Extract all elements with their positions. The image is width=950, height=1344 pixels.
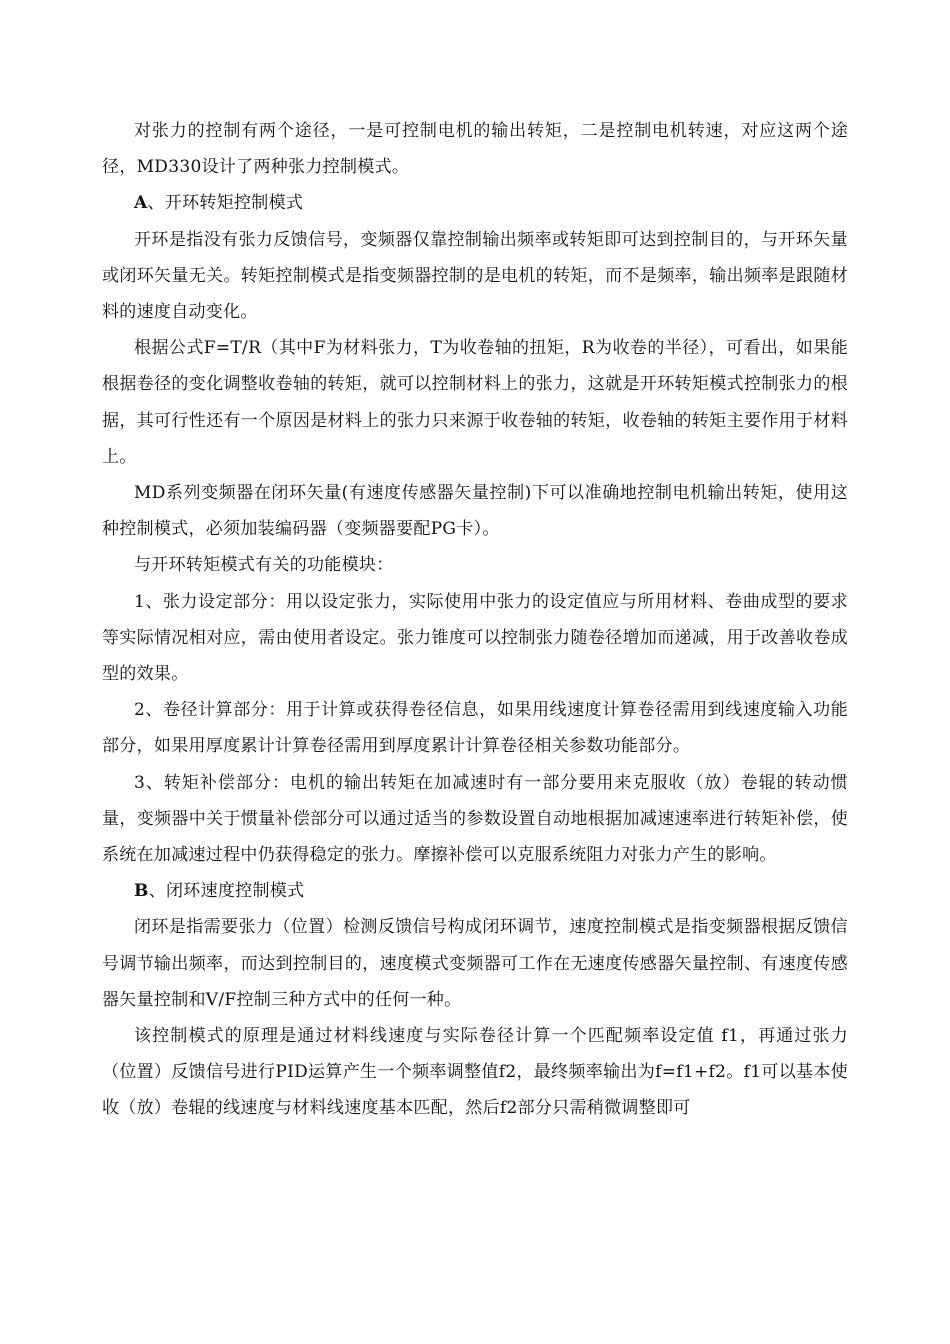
paragraph-md-series: MD系列变频器在闭环矢量(有速度传感器矢量控制)下可以准确地控制电机输出转矩，使用这种控制模式，必须加装编码器（变频器要配PG卡）。	[102, 483, 848, 540]
paragraph-open-loop-definition: 开环是指没有张力反馈信号，变频器仅靠控制输出频率或转矩即可达到控制目的，与开环矢量或闭环矢量无关。转矩控制模式是指变频器控制的是电机的转矩，而不是频率，输出频率是跟随材料的速度自动变化。	[102, 229, 848, 323]
section-heading-a-letter: A	[134, 193, 148, 214]
section-heading-b-letter: B	[134, 881, 149, 902]
section-heading-b-text: 、闭环速度控制模式	[148, 881, 305, 902]
paragraph-tension-setting: 1、张力设定部分：用以设定张力，实际使用中张力的设定值应与所用材料、卷曲成型的要求等实际情况相对应，需由使用者设定。张力锥度可以控制张力随卷径增加而递减，用于改善收卷成型的效果。	[102, 591, 848, 685]
section-heading-b	[102, 873, 848, 909]
paragraph-function-modules: 与开环转矩模式有关的功能模块：	[134, 555, 394, 576]
paragraph-intro: 对张力的控制有两个途径，一是可控制电机的输出转矩，二是控制电机转速，对应这两个途径，MD330设计了两种张力控制模式。	[102, 121, 848, 178]
section-heading-a	[102, 185, 848, 221]
paragraph-diameter-calc: 2、卷径计算部分：用于计算或获得卷径信息，如果用线速度计算卷径需用到线速度输入功能部分，如果用厚度累计计算卷径需用到厚度累计计算卷径相关参数功能部分。	[102, 700, 848, 757]
paragraph-closed-loop-definition: 闭环是指需要张力（位置）检测反馈信号构成闭环调节，速度控制模式是指变频器根据反馈信号调节输出频率，而达到控制目的，速度模式变频器可工作在无速度传感器矢量控制、有速度传感器矢量控制和V/F控制三种方式中的任何一种。	[102, 917, 848, 1010]
document-body	[102, 113, 848, 1127]
paragraph-torque-compensation: 3、转矩补偿部分：电机的输出转矩在加减速时有一部分要用来克服收（放）卷辊的转动惯量，变频器中关于惯量补偿部分可以通过适当的参数设置自动地根据加减速速率进行转矩补偿，使系统在加减速过程中仍获得稳定的张力。摩擦补偿可以克服系统阻力对张力产生的影响。	[102, 772, 848, 866]
paragraph-formula: 根据公式F=T/R（其中F为材料张力，T为收卷轴的扭矩，R为收卷的半径），可看出，如果能根据卷径的变化调整收卷轴的转矩，就可以控制材料上的张力，这就是开环转矩模式控制张力的根据，其可行性还有一个原因是材料上的张力只来源于收卷轴的转矩，收卷轴的转矩主要作用于材料上。	[102, 338, 848, 467]
paragraph-control-principle: 该控制模式的原理是通过材料线速度与实际卷径计算一个匹配频率设定值 f1，再通过张力（位置）反馈信号进行PID运算产生一个频率调整值f2，最终频率输出为f=f1+f2。f1可以基本使收（放）卷辊的线速度与材料线速度基本匹配，然后f2部分只需稍微调整即可	[102, 1026, 848, 1119]
section-heading-a-text: 、开环转矩控制模式	[147, 193, 304, 214]
